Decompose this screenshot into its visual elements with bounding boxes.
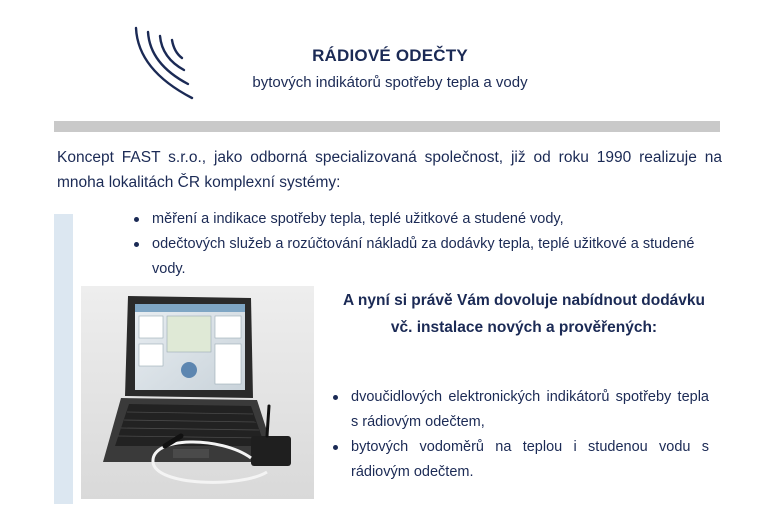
header-divider — [54, 121, 720, 132]
side-accent-bar — [54, 214, 73, 504]
list-item: dvoučidlových elektronických indikátorů spotřeby tepla s rádiovým odečtem, — [331, 385, 709, 435]
systems-list — [132, 207, 722, 282]
laptop-reader-photo — [81, 286, 314, 499]
intro-paragraph: Koncept FAST s.r.o., jako odborná specializovaná společnost, již od roku 1990 realizuje na mnoha lokalitách ČR komplexní systémy: — [57, 149, 722, 191]
page-subtitle: bytových indikátorů spotřeby tepla a vody — [252, 74, 528, 91]
list-item: měření a indikace spotřeby tepla, teplé užitkové a studené vody, — [132, 207, 722, 232]
list-item: odečtových služeb a rozúčtování nákladů za dodávky tepla, teplé užitkové a studené vody. — [132, 232, 722, 282]
page-title: RÁDIOVÉ ODEČTY — [312, 46, 468, 65]
list-item: bytových vodoměrů na teplou i studenou vodu s rádiovým odečtem. — [331, 435, 709, 485]
offer-list — [331, 385, 709, 485]
offer-heading: A nyní si právě Vám dovoluje nabídnout dodávku vč. instalace nových a prověřených: — [342, 292, 705, 336]
radio-waves-icon — [128, 24, 198, 104]
